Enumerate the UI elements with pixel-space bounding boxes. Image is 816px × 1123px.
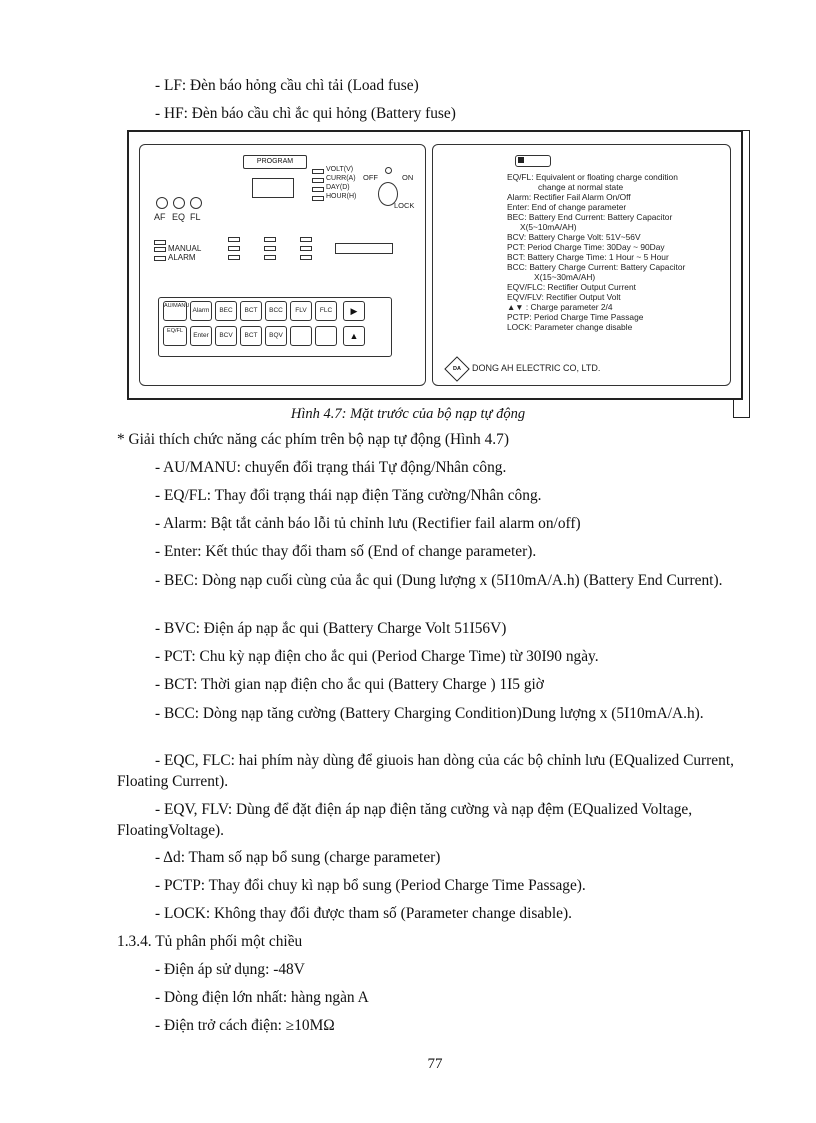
- section-bullet: - Dòng điện lớn nhất: hàng ngàn A: [155, 989, 369, 1006]
- explanation-item: - BCC: Dòng nạp tăng cường (Battery Charging Condition)Dung lượng x (5I10mA/A.h).: [155, 705, 704, 722]
- page-number: 77: [427, 1056, 443, 1072]
- indicator-bar: [312, 169, 324, 174]
- indicator-bar: [312, 187, 324, 192]
- indicator-bar: [312, 196, 324, 201]
- manual-label: MANUAL: [168, 244, 202, 253]
- legend-line: PCT: Period Charge Time: 30Day ~ 90Day: [507, 242, 665, 252]
- off-label: OFF: [363, 173, 378, 182]
- grid-led: [264, 255, 276, 260]
- indicator-bar: [312, 178, 324, 183]
- explanation-item: - Alarm: Bật tắt cảnh báo lỗi tủ chỉnh lưu (Rectifier fail alarm on/off): [155, 515, 581, 532]
- grid-led: [264, 246, 276, 251]
- explanation-intro: * Giải thích chức năng các phím trên bộ nạp tự động (Hình 4.7): [117, 431, 509, 448]
- fl-label: FL: [190, 212, 201, 222]
- legend-indicator-mark: [518, 157, 524, 163]
- explanation-item: - EQ/FL: Thay đổi trạng thái nạp điện Tăng cường/Nhân công.: [155, 487, 542, 504]
- explanation-item: - Δd: Tham số nạp bổ sung (charge parameter): [155, 849, 441, 866]
- explanation-item: - EQC, FLC: hai phím này dùng để giuois han dòng của các bộ chỉnh lưu (EQualized Current, Floating Current).: [117, 752, 734, 790]
- bullet-load-fuse: - LF: Đèn báo hỏng cầu chì tải (Load fuse): [155, 77, 419, 94]
- bct-key-2[interactable]: BCT: [240, 326, 262, 346]
- explanation-item: - LOCK: Không thay đổi được tham số (Parameter change disable).: [155, 905, 572, 922]
- up-arrow-key[interactable]: ▲: [343, 326, 365, 346]
- fl-lamp: [190, 197, 202, 209]
- legend-line: ▲▼ : Charge parameter 2/4: [507, 302, 613, 312]
- bullet-battery-fuse: - HF: Đèn báo cầu chì ắc qui hỏng (Battery fuse): [155, 105, 456, 122]
- status-led: [154, 240, 166, 245]
- legend-line: X(15~30mA/AH): [534, 272, 596, 282]
- legend-line: BCC: Battery Charge Current: Battery Capacitor: [507, 262, 686, 272]
- program-label: PROGRAM: [243, 155, 307, 169]
- explanation-item: - PCTP: Thay đổi chuy kì nạp bổ sung (Period Charge Time Passage).: [155, 877, 586, 894]
- legend-line: EQ/FL: Equivalent or floating charge condition: [507, 172, 678, 182]
- explanation-item: - BEC: Dòng nạp cuối cùng của ắc qui (Dung lượng x (5I10mA/A.h) (Battery End Current).: [155, 572, 723, 589]
- legend-line: LOCK: Parameter change disable: [507, 322, 633, 332]
- company-name: DONG AH ELECTRIC CO, LTD.: [472, 363, 601, 373]
- alarm-label: ALARM: [168, 253, 196, 262]
- af-lamp: [156, 197, 168, 209]
- display-slot: [335, 243, 393, 254]
- alarm-led: [154, 256, 166, 261]
- bcv-key[interactable]: BCV: [215, 326, 237, 346]
- grid-led: [228, 246, 240, 251]
- section-heading: 1.3.4. Tủ phân phối một chiều: [117, 933, 303, 950]
- legend-line: BEC: Battery End Current: Battery Capacitor: [507, 212, 673, 222]
- on-label: ON: [402, 173, 414, 182]
- legend-line: EQV/FLV: Rectifier Output Volt: [507, 292, 621, 302]
- af-label: AF: [154, 212, 166, 222]
- section-bullet: - Điện áp sử dụng: -48V: [155, 961, 305, 978]
- legend-line: change at normal state: [538, 182, 624, 192]
- charger-front-panel-figure: [127, 130, 743, 400]
- explanation-item: - EQV, FLV: Dùng để đặt điện áp nạp điện tăng cường và nạp đệm (EQualized Voltage, FloatingVoltage).: [117, 801, 693, 839]
- grid-led: [228, 237, 240, 242]
- indicator-label: CURR(A): [326, 175, 356, 182]
- logo-text: DA: [453, 366, 461, 372]
- indicator-label: HOUR(H): [326, 193, 357, 200]
- enter-key[interactable]: Enter: [190, 326, 212, 346]
- legend-line: BCT: Battery Charge Time: 1 Hour ~ 5 Hour: [507, 252, 669, 262]
- explanation-item: - BCT: Thời gian nạp điện cho ắc qui (Battery Charge ) 1I5 giờ: [155, 676, 544, 693]
- grid-led: [300, 237, 312, 242]
- blank-key[interactable]: [315, 326, 337, 346]
- right-arrow-key[interactable]: ▶: [343, 301, 365, 321]
- flc-key[interactable]: FLC: [315, 301, 337, 321]
- manual-led: [154, 247, 166, 252]
- flv-key[interactable]: FLV: [290, 301, 312, 321]
- bct-key[interactable]: BCT: [240, 301, 262, 321]
- section-bullet: - Điện trở cách điện: ≥10MΩ: [155, 1017, 335, 1034]
- eq-lamp: [173, 197, 185, 209]
- grid-led: [300, 255, 312, 260]
- legend-indicator-slot: [515, 155, 551, 167]
- bqv-key[interactable]: BQV: [265, 326, 287, 346]
- eq-label: EQ: [172, 212, 186, 222]
- left-control-panel: [139, 144, 426, 386]
- eq-fl-key[interactable]: EQ/FL: [163, 326, 187, 346]
- grid-led: [300, 246, 312, 251]
- legend-line: X(5~10mA/AH): [520, 222, 577, 232]
- grid-led: [228, 255, 240, 260]
- legend-line: BCV: Battery Charge Volt: 51V~56V: [507, 232, 641, 242]
- legend-line: EQV/FLC: Rectifier Output Current: [507, 282, 636, 292]
- explanation-item: - AU/MANU: chuyển đổi trạng thái Tự động/Nhân công.: [155, 459, 507, 476]
- legend-line: Enter: End of change parameter: [507, 202, 627, 212]
- bec-key[interactable]: BEC: [215, 301, 237, 321]
- grid-led: [264, 237, 276, 242]
- au-manu-key[interactable]: AU/MANU: [163, 301, 187, 321]
- figure-caption: Hình 4.7: Mặt trước của bộ nạp tự động: [290, 406, 526, 422]
- value-display: [252, 178, 294, 198]
- alarm-key[interactable]: Alarm: [190, 301, 212, 321]
- explanation-item: - BVC: Điện áp nạp ắc qui (Battery Charge Volt 51I56V): [155, 620, 507, 637]
- explanation-item: - PCT: Chu kỳ nạp điện cho ắc qui (Period Charge Time) từ 30I90 ngày.: [155, 648, 599, 665]
- indicator-label: DAY(D): [326, 184, 350, 191]
- lock-label: LOCK: [394, 201, 415, 210]
- explanation-item: - Enter: Kết thúc thay đổi tham số (End of change parameter).: [155, 543, 537, 560]
- switch-pointer: [385, 167, 392, 174]
- bcc-key[interactable]: BCC: [265, 301, 287, 321]
- indicator-label: VOLT(V): [326, 166, 354, 173]
- blank-key[interactable]: [290, 326, 312, 346]
- legend-line: Alarm: Rectifier Fail Alarm On/Off: [507, 192, 631, 202]
- legend-line: PCTP: Period Charge Time Passage: [507, 312, 644, 322]
